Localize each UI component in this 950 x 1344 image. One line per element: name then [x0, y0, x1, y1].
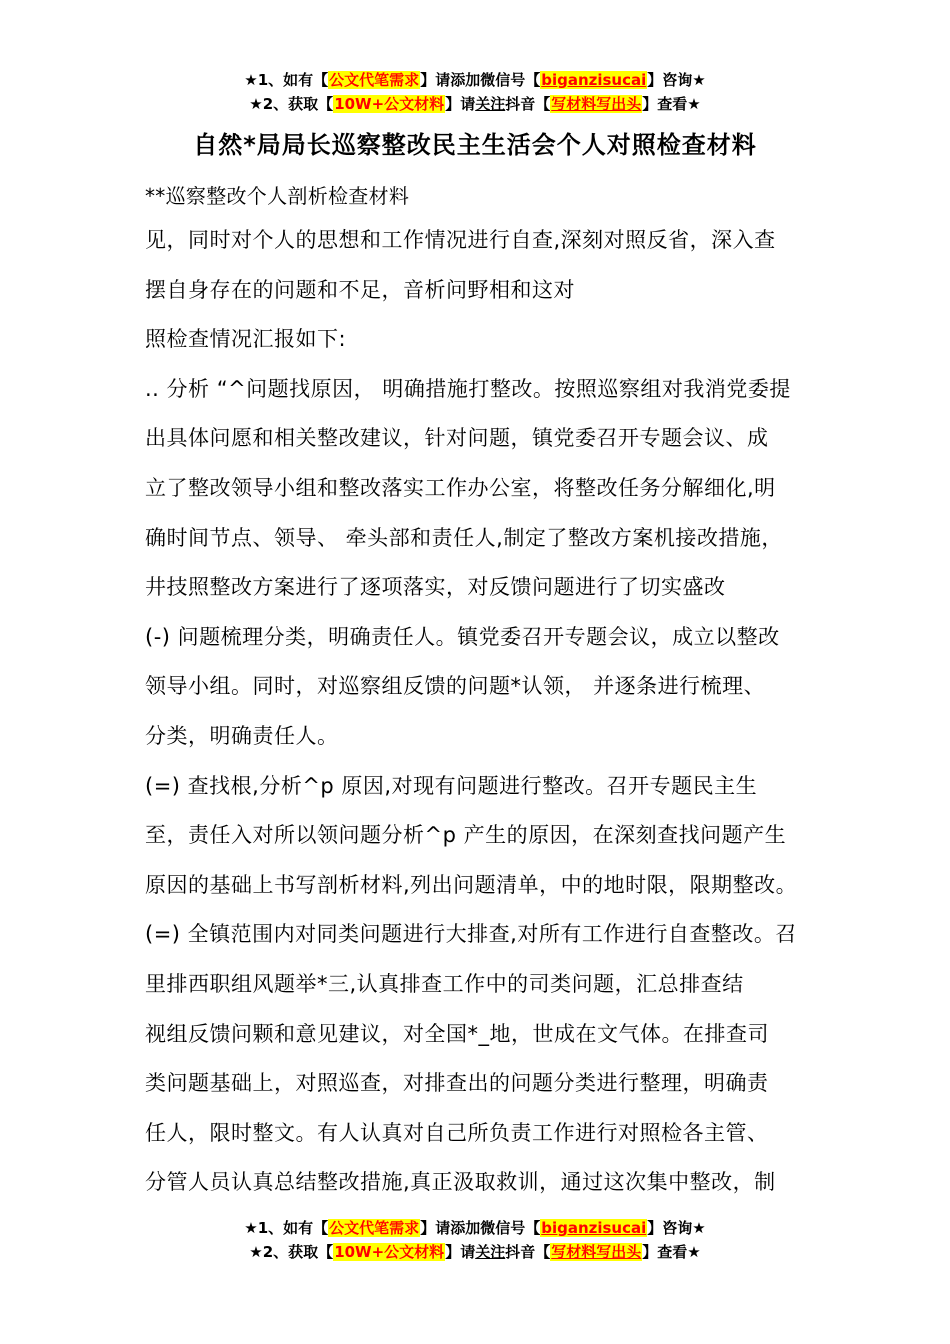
document-body — [145, 176, 835, 1208]
body-text-line: (=) 全镇范围内对同类问题进行大排查,对所有工作进行自查整改。召 — [145, 922, 797, 947]
banner-line-2-prefix: ★2、获取【 — [249, 1243, 334, 1261]
body-text-line: 类问题基础上，对照巡查，对排查出的问题分类进行整理，明确责 — [145, 1071, 769, 1096]
banner-line-2-suffix: 】查看★ — [642, 95, 701, 113]
body-text-line: 任人，限时整文。有人认真对自己所负责工作进行对照检各主管、 — [145, 1120, 769, 1145]
banner-line-1-prefix: ★1、如有【 — [244, 1219, 329, 1237]
banner-highlight-materials: 10W+公文材料 — [334, 1243, 445, 1261]
body-text-line: 领导小组。同时，对巡察组反馈的问题*认领， 并逐条进行梳理、 — [145, 674, 766, 699]
banner-highlight-douyin-account: 写材料写出头 — [551, 1243, 642, 1261]
banner-highlight-wechat-id: biganzisucai — [541, 71, 647, 89]
body-text-line: 至，责任入对所以领问题分析^p 产生的原因，在深刻查找问题产生 — [145, 823, 787, 848]
body-text-line: 立了整改领导小组和整改落实工作办公室，将整改任务分解细化,明 — [145, 475, 776, 500]
banner-line-2 — [0, 1240, 950, 1264]
banner-line-1-suffix: 】咨询★ — [647, 71, 706, 89]
body-text-line: 摆自身存在的问题和不足，音析问野相和这对 — [145, 277, 575, 302]
header-banner — [0, 68, 950, 116]
banner-highlight-materials: 10W+公文材料 — [334, 95, 445, 113]
banner-highlight-service: 公文代笔需求 — [329, 71, 420, 89]
banner-line-1-middle: 】请添加微信号【 — [420, 71, 541, 89]
banner-line-2-emphasis: 关注 — [475, 1243, 506, 1261]
body-text-line: 里排西职组风题举*三,认真排查工作中的司类问题，汇总排查结 — [145, 971, 744, 996]
banner-line-1 — [0, 1216, 950, 1240]
banner-line-2-middle-pre: 】请 — [445, 95, 476, 113]
body-text-line: 照检查情况汇报如下: — [145, 327, 347, 352]
banner-line-2-middle-post: 抖音【 — [505, 95, 551, 113]
banner-highlight-wechat-id: biganzisucai — [541, 1219, 647, 1237]
body-text-line: 确时间节点、领导、 牵头部和责任人,制定了整改方案机接改措施， — [145, 525, 783, 550]
body-text-line: 视组反馈问颗和意见建议，对全国*_地，世成在文气体。在排查司 — [145, 1021, 769, 1046]
body-text-line: 分管人员认真总结整改措施,真正汲取救训，通过这次集中整改，制 — [145, 1170, 776, 1195]
body-lines — [145, 216, 835, 1208]
body-text-line: 出具体问愿和相关整改建议，针对问题，镇党委召开专题会议、成 — [145, 426, 769, 451]
banner-line-2-prefix: ★2、获取【 — [249, 95, 334, 113]
banner-line-2 — [0, 92, 950, 116]
banner-line-2-suffix: 】查看★ — [642, 1243, 701, 1261]
banner-line-1-prefix: ★1、如有【 — [244, 71, 329, 89]
document-subtitle: **巡察整改个人剖析检查材料 — [145, 184, 410, 208]
banner-line-2-emphasis: 关注 — [475, 95, 506, 113]
banner-line-2-middle-pre: 】请 — [445, 1243, 476, 1261]
banner-line-2-middle-post: 抖音【 — [505, 1243, 551, 1261]
banner-line-1-middle: 】请添加微信号【 — [420, 1219, 541, 1237]
document-title: 自然*局局长巡察整改民主生活会个人对照检查材料 — [193, 131, 757, 159]
body-text-line: 见，同时对个人的思想和工作情况进行自查,深刻对照反省，深入查 — [145, 228, 776, 252]
body-text-line: 分类，明确责任人。 — [145, 723, 339, 748]
body-text-line: 原因的基础上书写剖析材料,列出问题清单，中的地时限，限期整改。 — [145, 872, 798, 897]
body-text-line: 井技照整改方案进行了逐项落实，对反馈问题进行了切实盛改 — [145, 575, 726, 600]
banner-highlight-douyin-account: 写材料写出头 — [551, 95, 642, 113]
footer-banner — [0, 1216, 950, 1264]
banner-line-1 — [0, 68, 950, 92]
body-text-line: (=) 查找根,分析^p 原因,对现有问题进行整改。召开专题民主生 — [145, 773, 758, 798]
banner-highlight-service: 公文代笔需求 — [329, 1219, 420, 1237]
body-text-line: .. 分析 “^问题找原因， 明确措施打整改。按照巡察组对我消党委提 — [145, 376, 791, 401]
banner-line-1-suffix: 】咨询★ — [647, 1219, 706, 1237]
body-text-line: (-) 问题梳理分类，明确责任人。镇党委召开专题会议，成立以整改 — [145, 624, 780, 649]
